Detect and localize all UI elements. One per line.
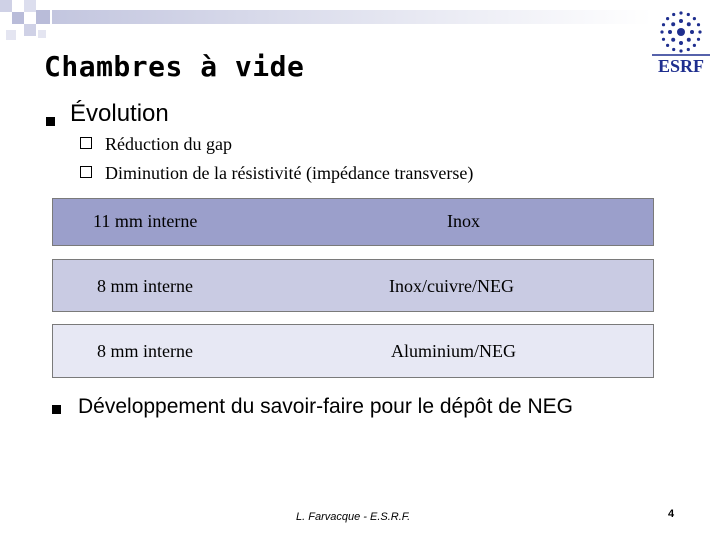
table-row [52,259,654,312]
table-cell-dimension: 11 mm interne [93,211,198,231]
table-cell-dimension: 8 mm interne [97,276,193,296]
page-number: 4 [668,508,675,520]
sub-bullet-1 [80,134,232,155]
bullet-square-icon [46,117,55,126]
esrf-logo-graphic [650,8,712,80]
table-cell-material: Aluminium/NEG [391,341,516,361]
slide-title: Chambres à vide [44,50,305,83]
table-row [52,198,654,246]
footer-author: L. Farvacque - E.S.R.F. [296,511,411,523]
table-cell-dimension: 8 mm interne [97,341,193,361]
sub-bullet-2-text: Diminution de la résistivité (impédance transverse) [105,163,474,183]
checkbox-bullet-icon [80,137,92,149]
bullet-square-icon [52,405,61,414]
bullet-evolution: Évolution [70,100,169,127]
checkbox-bullet-icon [80,166,92,178]
header-decoration [0,0,720,48]
logo-text: ESRF [657,56,705,76]
esrf-logo [650,8,712,80]
table-row [52,324,654,378]
table-cell-material: Inox/cuivre/NEG [389,276,514,296]
sub-bullet-1-text: Réduction du gap [105,134,232,154]
sub-bullet-2 [80,163,473,184]
bullet-neg-development: Développement du savoir-faire pour le dépôt de NEG [78,395,573,418]
table-cell-material: Inox [447,211,480,231]
